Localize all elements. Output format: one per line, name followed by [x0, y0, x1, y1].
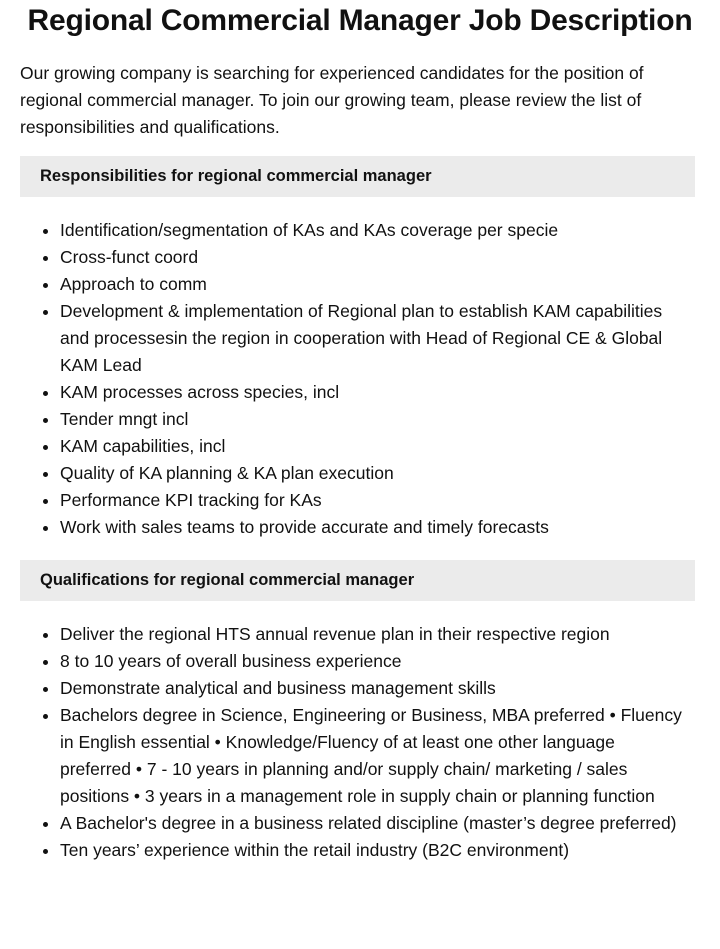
list-item: • KAM capabilities, incl: [60, 433, 690, 460]
intro-paragraph: Our growing company is searching for experienced candidates for the position of regional commercial manager. To join our growing team, please review the list of responsibilities and qualifications.: [20, 63, 644, 137]
list-item: • Bachelors degree in Science, Engineering or Business, MBA preferred • Fluency in English essential • Knowledge/Fluency of at least one other language preferred • 7 - 10 years in planning and/or supply chain/ marketing / sales positions • 3 years in a management role in supply chain or planning function: [60, 702, 690, 810]
list-item: • Development & implementation of Regional plan to establish KAM capabilities and processesin the region in cooperation with Head of Regional CE & Global KAM Lead: [60, 298, 690, 379]
list-item: • Quality of KA planning & KA plan execution: [60, 460, 690, 487]
list-item: • Identification/segmentation of KAs and KAs coverage per specie: [60, 217, 690, 244]
list-item: • Cross-funct coord: [60, 244, 690, 271]
list-item: • Tender mngt incl: [60, 406, 690, 433]
page-title: Regional Commercial Manager Job Description: [27, 4, 693, 37]
list-item: • Ten years’ experience within the retail industry (B2C environment): [60, 837, 690, 864]
responsibilities-heading: Responsibilities for regional commercial manager: [20, 156, 695, 197]
qualifications-list: [20, 621, 690, 864]
list-item: • 8 to 10 years of overall business experience: [60, 648, 690, 675]
list-item: • Deliver the regional HTS annual revenue plan in their respective region: [60, 621, 690, 648]
list-item: • Approach to comm: [60, 271, 690, 298]
list-item: • KAM processes across species, incl: [60, 379, 690, 406]
list-item: • A Bachelor's degree in a business related discipline (master’s degree preferred): [60, 810, 690, 837]
list-item: • Performance KPI tracking for KAs: [60, 487, 690, 514]
responsibilities-list: [20, 217, 690, 541]
list-item: • Demonstrate analytical and business management skills: [60, 675, 690, 702]
qualifications-heading: Qualifications for regional commercial manager: [20, 560, 695, 601]
list-item: • Work with sales teams to provide accurate and timely forecasts: [60, 514, 690, 541]
